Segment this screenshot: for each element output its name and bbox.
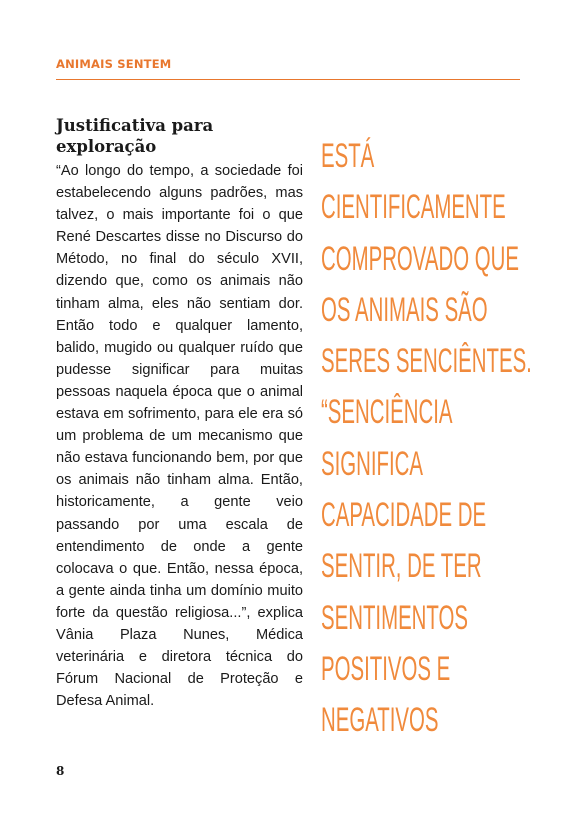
- pull-quote-line: NEGATIVOS: [321, 701, 439, 740]
- pull-quote-line: OS ANIMAIS SÃO: [321, 290, 488, 329]
- body-paragraph: “Ao longo do tempo, a sociedade foi estabelecendo alguns padrões, mas talvez, o mais importante foi o que René Descartes disse no Discurso do Método, no final do século XVII, dizendo que, como os animais não tinham alma, eles não sentiam dor. Então todo e qualquer lamento, balido, mugido ou qualquer ruído que pudesse significar para muitas pessoas naquela época que o animal estava em sofrimento, para ele era só um problema de um mecanismo que não estava funcionando bem, por que os animais não tinham alma. Então, historicamente, a gente veio passando por uma escala de entendimento de onde a gente colocava o que. Então, nessa época, a gente ainda tinha um domínio muito forte da questão religiosa...”, explica Vânia Plaza Nunes, Médica veterinária e diretora técnica do Fórum Nacional de Proteção e Defesa Animal.: [56, 163, 303, 710]
- pull-quote-line: ESTÁ: [321, 137, 375, 175]
- pull-quote-line: CIENTIFICAMENTE: [321, 188, 506, 227]
- pull-quote-line: SENTIR, DE TER: [321, 547, 482, 586]
- section-heading: Justificativa para exploração: [56, 116, 214, 156]
- pull-quote-line: SENTIMENTOS: [321, 598, 468, 637]
- pull-quote-line: COMPROVADO QUE: [321, 239, 519, 278]
- pull-quote-line: POSITIVOS E: [321, 649, 451, 688]
- running-header-title: ANIMAIS SENTEM: [56, 57, 172, 71]
- pull-quote-line: “SENCIÊNCIA: [321, 393, 453, 432]
- page-number: 8: [56, 764, 65, 778]
- pull-quote-line: SERES SENCIÊNTES.: [321, 342, 532, 381]
- pull-quote: [321, 131, 532, 747]
- header-divider: [56, 79, 520, 80]
- pull-quote-line: SIGNIFICA: [321, 444, 424, 483]
- pull-quote-line: CAPACIDADE DE: [321, 496, 487, 535]
